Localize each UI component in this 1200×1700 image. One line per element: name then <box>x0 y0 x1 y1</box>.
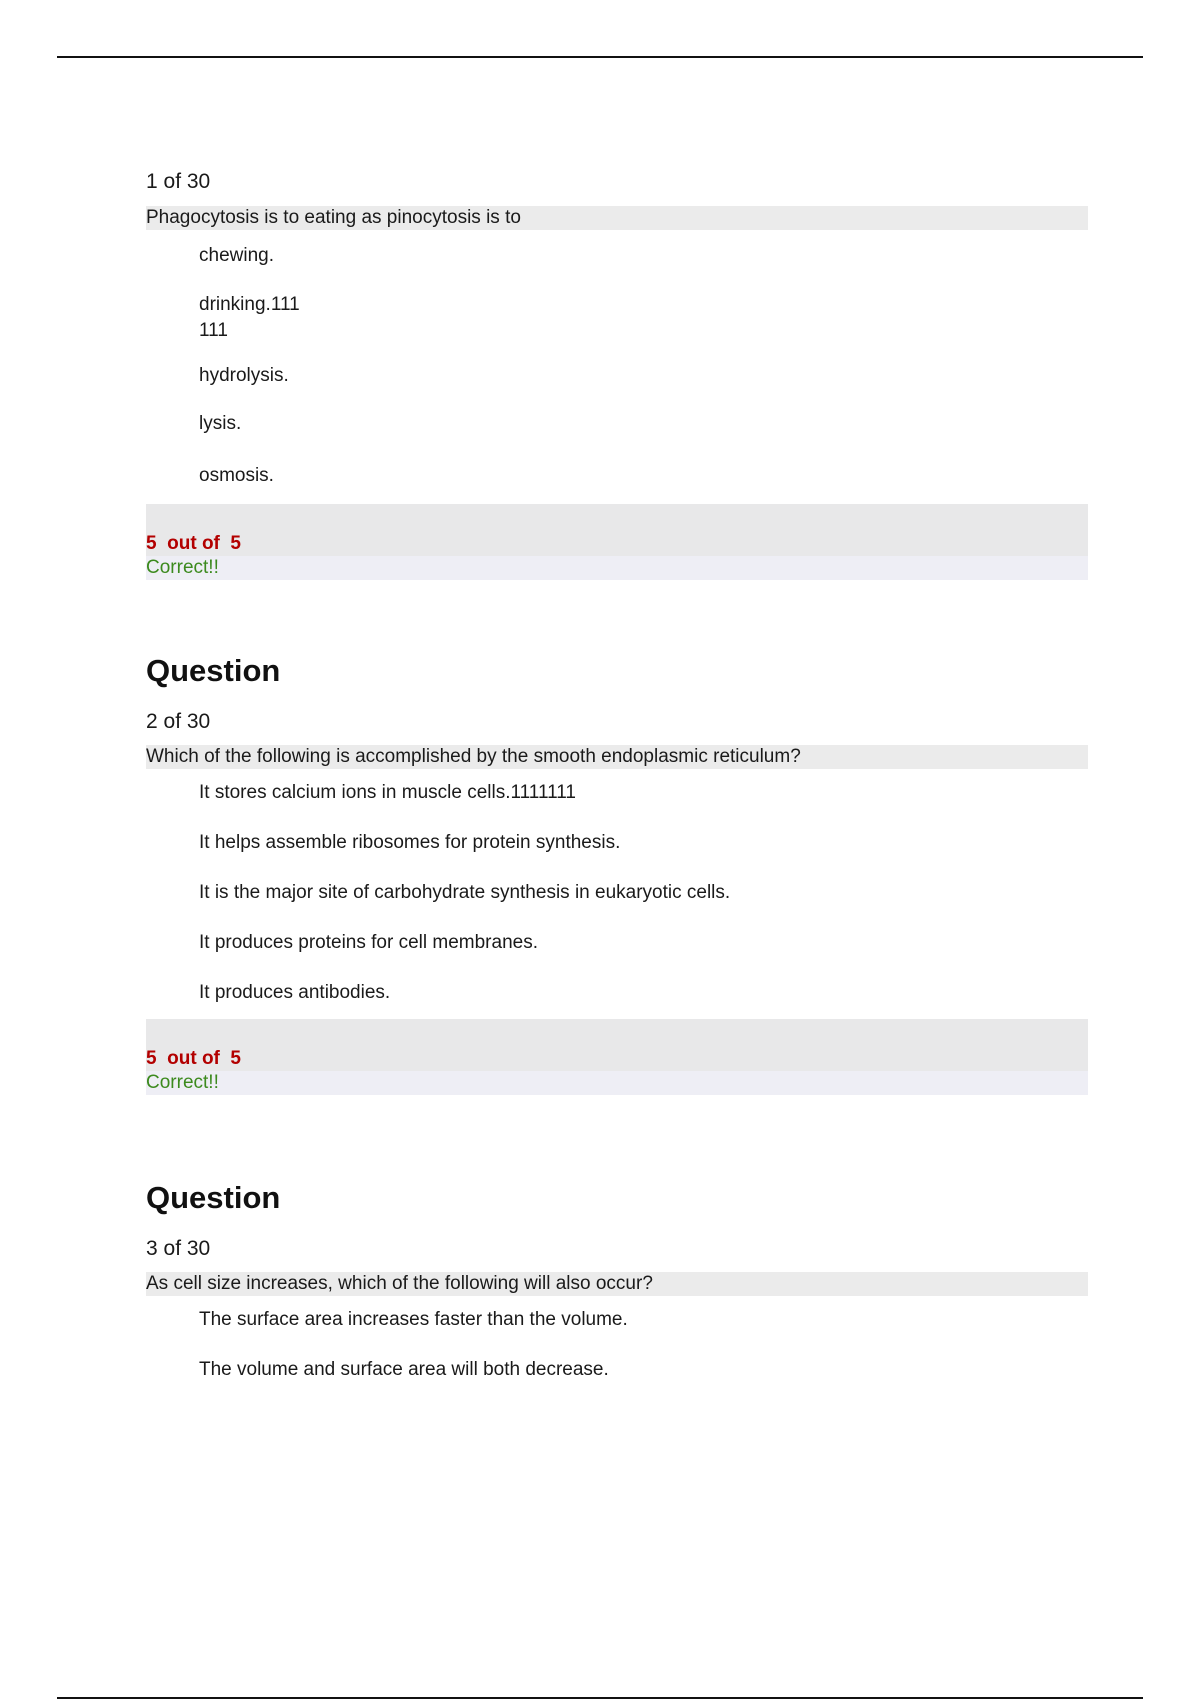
question-2 <box>146 653 1088 1095</box>
answer-option[interactable]: It produces proteins for cell membranes. <box>199 932 538 953</box>
bottom-rule <box>57 1697 1143 1699</box>
answer-option[interactable]: osmosis. <box>199 465 274 486</box>
answer-option[interactable]: chewing. <box>199 245 274 266</box>
score-text: 5 out of 5 <box>146 1048 241 1069</box>
answer-option[interactable]: It stores calcium ions in muscle cells.1111111 <box>199 782 576 803</box>
feedback-text: Correct!! <box>146 556 1088 580</box>
answer-option-continuation: 111 <box>199 320 228 341</box>
question-prompt: As cell size increases, which of the following will also occur? <box>146 1272 1088 1296</box>
score-text: 5 out of 5 <box>146 533 241 554</box>
feedback-text: Correct!! <box>146 1071 1088 1095</box>
answer-option[interactable]: The surface area increases faster than the volume. <box>199 1309 628 1330</box>
question-1 <box>146 169 1088 580</box>
answer-list <box>146 242 1088 490</box>
question-number: 1 of 30 <box>146 170 211 193</box>
question-prompt: Phagocytosis is to eating as pinocytosis is to <box>146 206 1088 230</box>
answer-option[interactable]: It helps assemble ribosomes for protein synthesis. <box>199 832 621 853</box>
answer-option[interactable]: hydrolysis. <box>199 365 289 386</box>
answer-option[interactable]: lysis. <box>199 413 242 434</box>
question-prompt: Which of the following is accomplished by the smooth endoplasmic reticulum? <box>146 745 1088 769</box>
answer-list <box>146 779 1088 1007</box>
answer-option[interactable]: The volume and surface area will both decrease. <box>199 1359 609 1380</box>
score-block <box>146 1019 1088 1071</box>
answer-option[interactable]: It is the major site of carbohydrate synthesis in eukaryotic cells. <box>199 882 731 903</box>
question-3 <box>146 1180 1088 1384</box>
question-heading: Question <box>146 1180 281 1215</box>
question-number: 3 of 30 <box>146 1237 211 1260</box>
top-rule <box>57 56 1143 58</box>
question-heading: Question <box>146 653 281 688</box>
answer-option[interactable]: drinking.111 <box>199 294 300 315</box>
answer-option[interactable]: It produces antibodies. <box>199 982 391 1003</box>
question-number: 2 of 30 <box>146 710 211 733</box>
score-block <box>146 504 1088 556</box>
answer-list <box>146 1306 1088 1384</box>
